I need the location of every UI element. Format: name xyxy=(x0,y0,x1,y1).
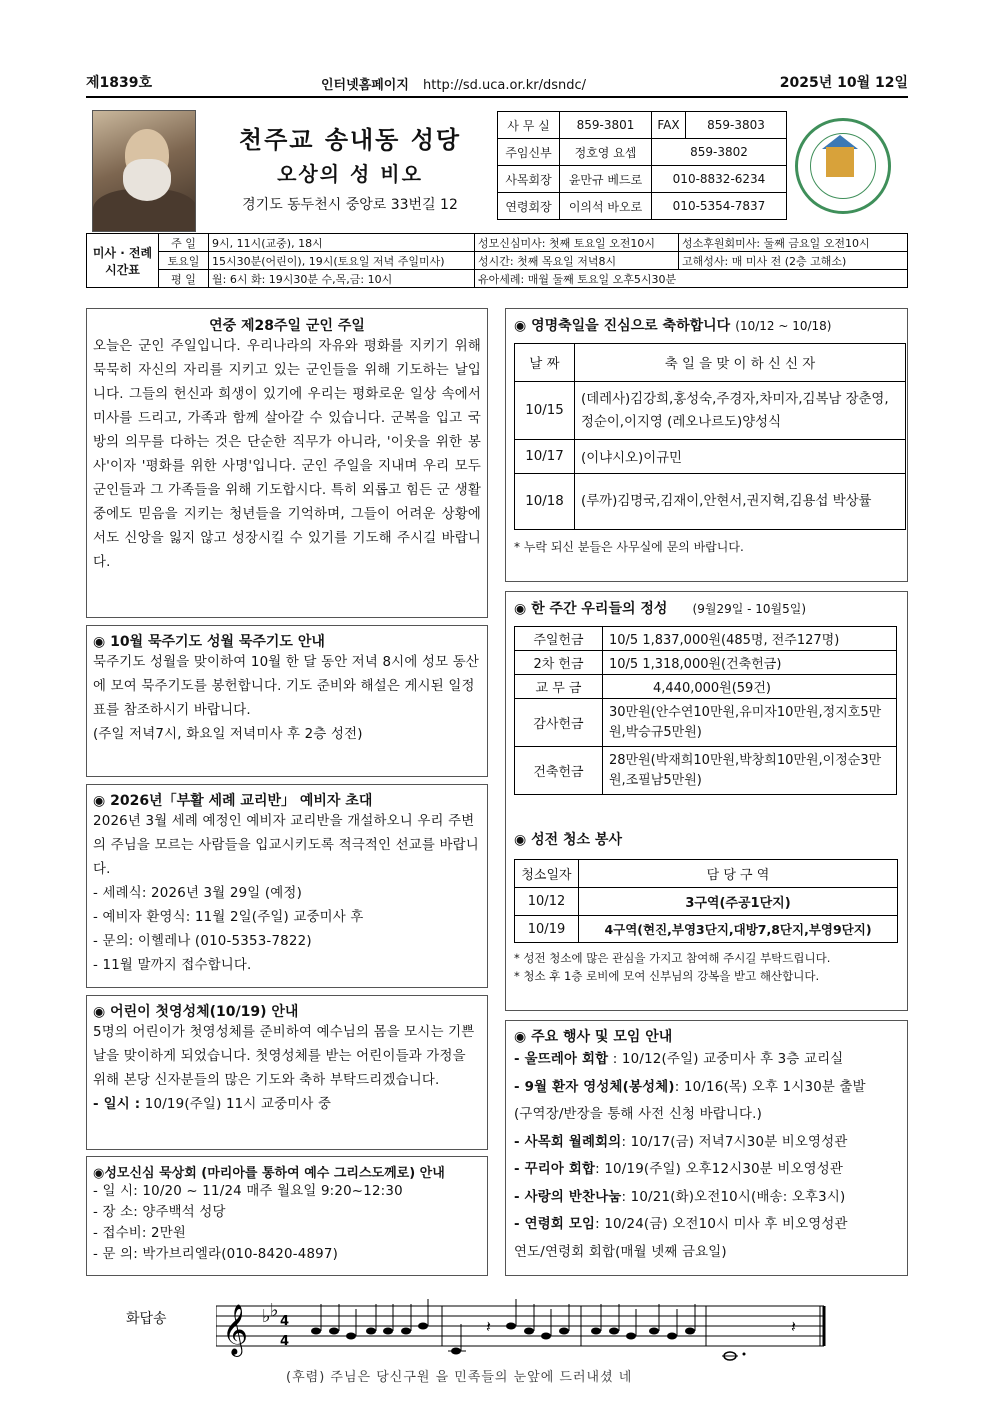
contact-row xyxy=(498,139,787,166)
section-title: ◉ 주요 행사 및 모임 안내 xyxy=(514,1029,673,1045)
parish-address: 경기도 동두천시 중앙로 33번길 12 xyxy=(242,197,458,213)
svg-text:𝄽: 𝄽 xyxy=(791,1317,796,1336)
section-body: 오늘은 군인 주일입니다. 우리나라의 자유와 평화를 지키기 위해 묵묵히 자신의 자리를 지키고 있는 군인들을 위해 기도하는 날입니다. 그들의 헌신과 희생이 있기에 우리는 평화로운 일상 속에서 미사를 드리고, 가족과 함께 살아갈 수 있습니다. 군복을 입고 국방의 의무를 다하는 것은 단순한 직무가 아니라, '이웃을 위한 봉사'이자 '평화를 위한 사명'입니다. 군인 주일을 지내며 우리 모두 군인들과 그 가족들을 위해 기도합시다. 특히 외롭고 힘든 군 생활 중에도 믿음을 지키는 청년들을 기억하며, 그들이 어려운 상황에서도 신앙을 잃지 않고 성장시킬 수 있기를 기도해 주시길 바랍니다. xyxy=(93,339,481,570)
footnote: * 성전 청소에 많은 관심을 가지고 참여해 주시길 부탁드립니다. xyxy=(514,951,831,965)
svg-text:♭: ♭ xyxy=(270,1300,279,1321)
contact-row xyxy=(498,112,787,139)
issue-date: 2025년 10월 12일 xyxy=(779,75,908,91)
table-row xyxy=(515,888,898,916)
table-row xyxy=(515,699,897,747)
first-communion-section xyxy=(86,995,488,1150)
list-item: - 문 의: 박가브리엘라(010-8420-4897) xyxy=(93,1247,339,1262)
offering-label: 교 무 금 xyxy=(515,675,603,699)
sunday-message-section xyxy=(86,308,488,618)
offering-value: 10/5 1,837,000원(485명, 전주127명) xyxy=(603,627,897,651)
offering-section xyxy=(505,591,908,1011)
list-item: 연도/연령회 회합(매월 넷째 금요일) xyxy=(514,1244,727,1260)
svg-text:𝄞: 𝄞 xyxy=(222,1304,249,1355)
mass-row xyxy=(87,234,908,252)
mass-day: 평 일 xyxy=(159,270,209,288)
detail-label: - 일시 : xyxy=(93,1097,141,1112)
contact-label: 연령회장 xyxy=(498,193,560,220)
list-item: - 꾸리아 회합: 10/19(주일) 오후12시30분 비오영성관 xyxy=(514,1162,844,1177)
list-item: - 연령회 모임: 10/24(금) 오전10시 미사 후 비오영성관 xyxy=(514,1217,848,1232)
parish-name: 천주교 송내동 성당 xyxy=(238,126,462,154)
table-row xyxy=(515,382,906,440)
feast-names: (루까)김명국,김재이,안현서,권지혁,김용섭 박상률 xyxy=(575,474,906,530)
music-staff xyxy=(216,1292,826,1364)
table-header xyxy=(515,860,898,888)
svg-text:4: 4 xyxy=(280,1314,290,1329)
detail-line xyxy=(93,1093,481,1117)
patron-name: 오상의 성 비오 xyxy=(277,162,423,186)
table-row xyxy=(515,916,898,943)
list-item: - 사목회 월례회의: 10/17(금) 저녁7시30분 비오영성관 xyxy=(514,1134,848,1150)
homepage-url[interactable]: http://sd.uca.or.kr/dsndc/ xyxy=(423,78,587,93)
cleaning-area: 4구역(현진,부영3단지,대방7,8단지,부영9단지) xyxy=(579,916,898,943)
mass-special-a: 성시간: 첫째 목요일 저녁8시 xyxy=(475,252,679,270)
mass-time: 월: 6시 화: 19시30분 수,목,금: 10시 xyxy=(209,270,475,288)
section-title: ◉성모신심 묵상회 (마리아를 통하여 예수 그리스도께로) 안내 xyxy=(93,1166,445,1181)
feast-day-section xyxy=(505,308,908,582)
rosary-month-section xyxy=(86,625,488,777)
list-item: - 일 시: 10/20 ~ 11/24 매주 월요일 9:20~12:30 xyxy=(93,1184,403,1199)
feast-date: 10/17 xyxy=(515,440,575,474)
responsorial-psalm xyxy=(86,1284,908,1392)
contact-label: 주임신부 xyxy=(498,139,560,166)
section-title: ◉ 영명축일을 진심으로 축하합니다 xyxy=(514,318,731,334)
mass-schedule-label: 미사 · 전례 시간표 xyxy=(87,234,159,288)
cleaning-date: 10/12 xyxy=(515,888,579,916)
mass-special-b: 성소후원회미사: 둘째 금요일 오전10시 xyxy=(679,234,908,252)
marian-retreat-section xyxy=(86,1156,488,1276)
mass-row xyxy=(87,252,908,270)
contact-phone: 010-8832-6234 xyxy=(652,166,787,193)
contact-label: 사목회장 xyxy=(498,166,560,193)
col-name: 축 일 을 맞 이 하 신 신 자 xyxy=(575,344,906,382)
contact-value: 윤만규 베드로 xyxy=(560,166,652,193)
section-body: 2026년 3월 세례 예정인 예비자 교리반을 개설하오니 우리 주변의 주님을 모르는 사람들을 입교시키도록 적극적인 선교를 바랍니다. xyxy=(93,814,479,877)
offering-value: 30만원(안수연10만원,유미자10만원,정지호5만원,박승규5만원) xyxy=(603,699,897,747)
fax-label: FAX xyxy=(652,112,686,139)
mass-day: 주 일 xyxy=(159,234,209,252)
table-row xyxy=(515,651,897,675)
list-item: - 문의: 이헬레나 (010-5353-7822) xyxy=(93,934,312,949)
feast-date: 10/18 xyxy=(515,474,575,530)
cleaning-date: 10/19 xyxy=(515,916,579,943)
table-row xyxy=(515,675,897,699)
table-row xyxy=(515,627,897,651)
feast-names: (데레사)김강희,홍성숙,주경자,차미자,김복남 장춘영,정순이,이지영 (레오나르도)양성식 xyxy=(575,382,906,440)
contact-table xyxy=(497,111,787,220)
contact-row xyxy=(498,166,787,193)
saint-portrait xyxy=(92,110,196,232)
fax-value: 859-3803 xyxy=(686,112,787,139)
table-row xyxy=(515,440,906,474)
section-title: ◉ 한 주간 우리들의 정성 xyxy=(514,601,668,617)
cleaning-title: ◉ 성전 청소 봉사 xyxy=(514,832,622,848)
col-area: 담 당 구 역 xyxy=(579,860,898,888)
parish-seal-logo xyxy=(795,118,891,214)
offering-value: 10/5 1,318,000원(건축헌금) xyxy=(603,651,897,675)
offering-label: 건축헌금 xyxy=(515,747,603,795)
section-title: ◉ 어린이 첫영성체(10/19) 안내 xyxy=(93,1004,299,1020)
table-row xyxy=(515,747,897,795)
list-item: - 사랑의 반찬나눔: 10/21(화)오전10시(배송: 오후3시) xyxy=(514,1189,846,1205)
cleaning-area: 3구역(주공1단지) xyxy=(579,888,898,916)
list-item: - 세례식: 2026년 3월 29일 (예정) xyxy=(93,886,302,901)
contact-phone: 010-5354-7837 xyxy=(652,193,787,220)
events-section xyxy=(505,1020,908,1276)
homepage-label: 인터넷홈페이지 xyxy=(321,78,409,93)
offering-value: 28만원(박재희10만원,박창희10만원,이정순3만원,조필남5만원) xyxy=(603,747,897,795)
mass-row xyxy=(87,270,908,288)
offering-table xyxy=(514,626,897,795)
svg-text:𝄽: 𝄽 xyxy=(486,1317,491,1336)
table-row xyxy=(515,474,906,530)
col-date: 청소일자 xyxy=(515,860,579,888)
section-title: 연중 제28주일 군인 주일 xyxy=(209,318,365,334)
section-title: ◉ 2026년「부활 세례 교리반」 예비자 초대 xyxy=(93,793,373,809)
mass-day: 토요일 xyxy=(159,252,209,270)
svg-text:♭: ♭ xyxy=(262,1306,271,1327)
svg-text:4: 4 xyxy=(280,1334,290,1349)
contact-value: 정호영 요셉 xyxy=(560,139,652,166)
contact-label: 사 무 실 xyxy=(498,112,560,139)
date-range: (10/12 ~ 10/18) xyxy=(735,319,832,333)
footnote: * 누락 되신 분들은 사무실에 문의 바랍니다. xyxy=(514,540,744,554)
psalm-lyrics: (후렴) 주님은 당신구원 을 민족들의 눈앞에 드러내셨 네 xyxy=(286,1370,633,1385)
footnote: * 청소 후 1층 로비에 모여 신부님의 강복을 받고 해산합니다. xyxy=(514,969,820,983)
table-header xyxy=(515,344,906,382)
mass-time: 9시, 11시(교중), 18시 xyxy=(209,234,475,252)
detail-value: 10/19(주일) 11시 교중미사 중 xyxy=(144,1097,332,1112)
cleaning-table xyxy=(514,859,898,943)
mass-special-a: 성모신심미사: 첫째 토요일 오전10시 xyxy=(475,234,679,252)
list-item: - 9월 환자 영성체(봉성체): 10/16(목) 오후 1시30분 출발 xyxy=(514,1079,866,1095)
offering-label: 2차 헌금 xyxy=(515,651,603,675)
mass-special-a: 유아세례: 매월 둘째 토요일 오후5시30분 xyxy=(475,270,908,288)
offering-label: 감사헌금 xyxy=(515,699,603,747)
psalm-label: 화답송 xyxy=(126,1311,167,1327)
catechumen-section xyxy=(86,784,488,988)
section-note: (주일 저녁7시, 화요일 저녁미사 후 2층 성전) xyxy=(93,727,363,742)
list-item: - 접수비: 2만원 xyxy=(93,1226,187,1241)
mass-schedule-table xyxy=(86,233,908,288)
section-body: 묵주기도 성월을 맞이하여 10월 한 달 동안 저녁 8시에 성모 동산에 모여 묵주기도를 봉헌합니다. 기도 준비와 해설은 게시된 일정표를 참조하시기 바랍니다. xyxy=(93,655,479,718)
col-date: 날 짜 xyxy=(515,344,575,382)
contact-value: 이의석 바오로 xyxy=(560,193,652,220)
offering-value: 4,440,000원(59건) xyxy=(603,675,897,699)
list-item: - 울뜨레아 회합 : 10/12(주일) 교중미사 후 3층 교리실 xyxy=(514,1052,844,1067)
homepage xyxy=(321,74,586,93)
list-item: - 11월 말까지 접수합니다. xyxy=(93,958,252,973)
mass-time: 15시30분(어린이), 19시(토요일 저녁 주일미사) xyxy=(209,252,475,270)
feast-names: (이냐시오)이규민 xyxy=(575,440,906,474)
section-body: 5명의 어린이가 첫영성체를 준비하여 예수님의 몸을 모시는 기쁜 날을 맞이하게 되었습니다. 첫영성체를 받는 어린이들과 가정을 위해 본당 신자분들의 많은 기도와 축하 부탁드리겠습니다. xyxy=(93,1025,475,1088)
contact-phone: 859-3802 xyxy=(652,139,787,166)
mass-special-b: 고해성사: 매 미사 전 (2층 고해소) xyxy=(679,252,908,270)
date-range: (9월29일 - 10월5일) xyxy=(692,602,807,616)
list-item: - 장 소: 양주백석 성당 xyxy=(93,1205,226,1220)
list-item: (구역장/반장을 통해 사전 신청 바랍니다.) xyxy=(514,1107,763,1122)
feast-date: 10/15 xyxy=(515,382,575,440)
list-item: - 예비자 환영식: 11월 2일(주일) 교중미사 후 xyxy=(93,910,364,925)
feast-day-table xyxy=(514,343,906,530)
masthead-bar xyxy=(86,68,908,98)
contact-value: 859-3801 xyxy=(560,112,652,139)
contact-row xyxy=(498,193,787,220)
section-title: ◉ 10월 묵주기도 성월 묵주기도 안내 xyxy=(93,634,325,650)
issue-number: 제1839호 xyxy=(86,75,153,91)
offering-label: 주일헌금 xyxy=(515,627,603,651)
